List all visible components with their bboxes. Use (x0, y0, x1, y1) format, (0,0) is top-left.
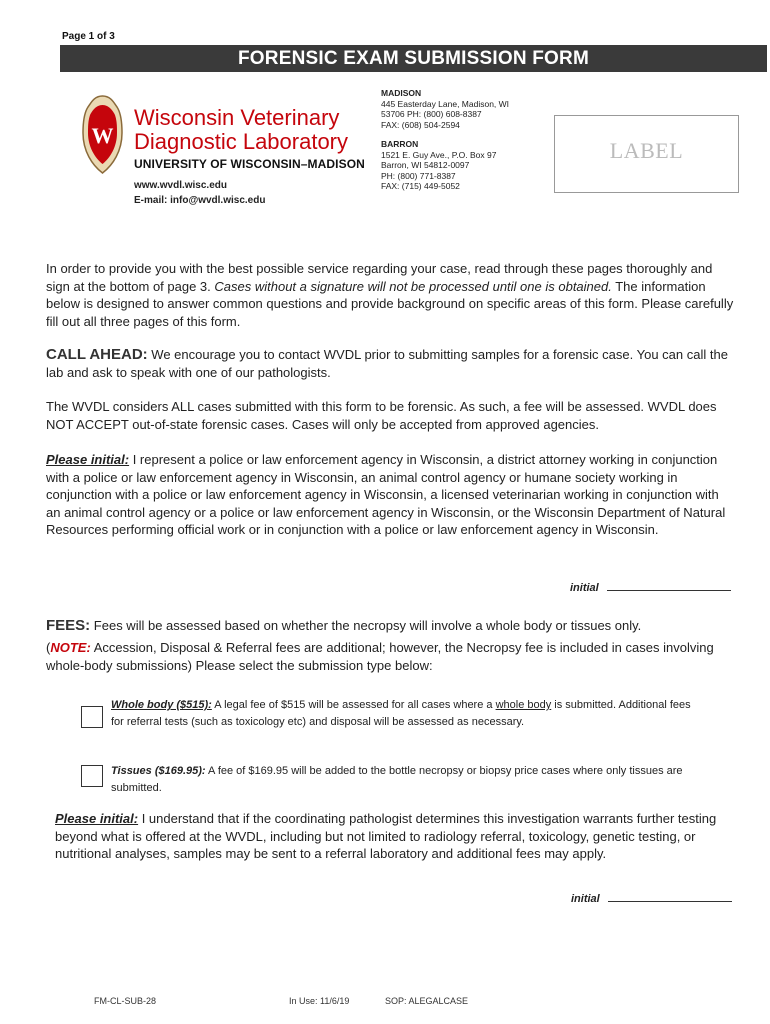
whole-body-label: Whole body ($515): (111, 699, 212, 711)
tissues-option (111, 763, 691, 797)
whole-body-underlined: whole body (495, 699, 552, 711)
initial-field-1[interactable] (570, 580, 731, 594)
fees-note (46, 639, 736, 674)
tissues-checkbox[interactable] (81, 765, 103, 787)
whole-body-option (111, 697, 691, 731)
initial-statement-2 (55, 810, 737, 863)
barron-heading: BARRON (381, 139, 419, 149)
page-number: Page 1 of 3 (62, 31, 115, 42)
lab-name-line1: Wisconsin Veterinary (134, 105, 340, 130)
please-initial-label-1: Please initial: (46, 452, 130, 467)
initial-statement-1 (46, 451, 736, 539)
uw-crest-logo (80, 93, 125, 178)
intro-paragraph (46, 260, 736, 330)
footer-form-id: FM-CL-SUB-28 (94, 996, 157, 1006)
tissues-text: A fee of $169.95 will be added to the bottle necropsy or biopsy price cases where only tissues are submitted. (111, 765, 683, 794)
madison-line3: FAX: (608) 504-2594 (381, 119, 460, 130)
footer-in-use: In Use: 11/6/19 (289, 996, 350, 1006)
email-link[interactable]: E-mail: info@wvdl.wisc.edu (134, 195, 266, 206)
initial-line-1[interactable] (607, 580, 731, 591)
call-ahead-text: We encourage you to contact WVDL prior to submitting samples for a forensic case. You can call the lab and ask to speak with one of our pathologists. (46, 347, 728, 380)
initial-label-1: initial (570, 582, 599, 594)
footer-sop: SOP: ALEGALCASE (385, 996, 469, 1006)
lab-contact (134, 178, 265, 208)
label-placeholder: LABEL (609, 138, 684, 163)
madison-line2: 53706 PH: (800) 608-8387 (381, 109, 482, 119)
lab-name-line2: Diagnostic Laboratory (134, 129, 349, 154)
forensic-note: The WVDL considers ALL cases submitted with this form to be forensic. As such, a fee will be assessed. WVDL does NOT ACCEPT out-of-state forensic cases. Cases will only be accepted from approved agencies. (46, 399, 717, 432)
intro-text-2: The information below is designed to answer common questions and provide background on specific areas of this form. Please carefully fill out all three pages of this form. (46, 278, 734, 329)
madison-line1: 445 Easterday Lane, Madison, WI (381, 98, 510, 109)
whole-body-text-1: A legal fee of $515 will be assessed for all cases where a (211, 699, 496, 711)
please-initial-label-2: Please initial: (55, 811, 139, 826)
intro-text-1: In order to provide you with the best possible service regarding your case, read through these pages thoroughly and sign at the bottom of page 3. (46, 261, 713, 294)
whole-body-text-2: is submitted. Additional fees for referral tests (such as toxicology etc) and disposal will be assessed as necessary. (111, 699, 691, 728)
university-name: UNIVERSITY OF WISCONSIN–MADISON (134, 157, 365, 171)
note-label: NOTE: (50, 640, 91, 655)
note-open-paren: ( (46, 640, 51, 655)
lab-name (134, 106, 348, 154)
barron-line3: PH: (800) 771-8387 (381, 170, 456, 181)
website-link[interactable]: www.wvdl.wisc.edu (134, 180, 227, 191)
initial-field-2[interactable] (571, 891, 732, 905)
initial-statement-2-text: I understand that if the coordinating pathologist determines this investigation warrants further testing beyond what is offered at the WVDL, including but not limited to radiology referral, toxicology, genetic testing, or nutritional analyses, samples may be sent to a referral laboratory and additional fees may apply. (55, 811, 717, 862)
intro-italic: Cases without a signature will not be processed until one is obtained. (214, 278, 612, 294)
madison-heading: MADISON (381, 88, 422, 98)
initial-line-2[interactable] (608, 891, 732, 902)
whole-body-checkbox[interactable] (81, 706, 103, 728)
initial-statement-1-text: I represent a police or law enforcement agency in Wisconsin, a district attorney working in conjunction with a police or law enforcement agency in Wisconsin, an animal control agency or humane society working in conjunction with a police or law enforcement agency in Wisconsin, a licensed veterinarian working in conjunction with an animal control agency or a police or law enforcement agency in Wisconsin, or the Wisconsin Department of Natural Resources performing official work or in conjunction with a police or law enforcement agency in Wisconsin. (46, 452, 726, 538)
barron-line4: FAX: (715) 449-5052 (381, 181, 460, 191)
page-title: FORENSIC EXAM SUBMISSION FORM (60, 45, 767, 72)
tissues-label: Tissues ($169.95): (111, 765, 206, 777)
note-text: Accession, Disposal & Referral fees are additional; however, the Necropsy fee is included in cases involving whole-body submissions) Please select the submission type below: (46, 640, 714, 673)
fees-text: Fees will be assessed based on whether the necropsy will involve a whole body or tissues only. (90, 618, 642, 633)
barron-line1: 1521 E. Guy Ave., P.O. Box 97 (381, 149, 497, 160)
barron-line2: Barron, WI 54812-0097 (381, 160, 470, 170)
call-ahead-label: CALL AHEAD: (46, 346, 148, 363)
barron-address (381, 139, 496, 192)
label-box (554, 115, 739, 193)
call-ahead-section (46, 346, 736, 381)
fees-section (46, 617, 736, 635)
fees-label: FEES: (46, 617, 91, 634)
madison-address (381, 88, 509, 130)
crest-letter: W (91, 123, 114, 148)
initial-label-2: initial (571, 893, 600, 905)
